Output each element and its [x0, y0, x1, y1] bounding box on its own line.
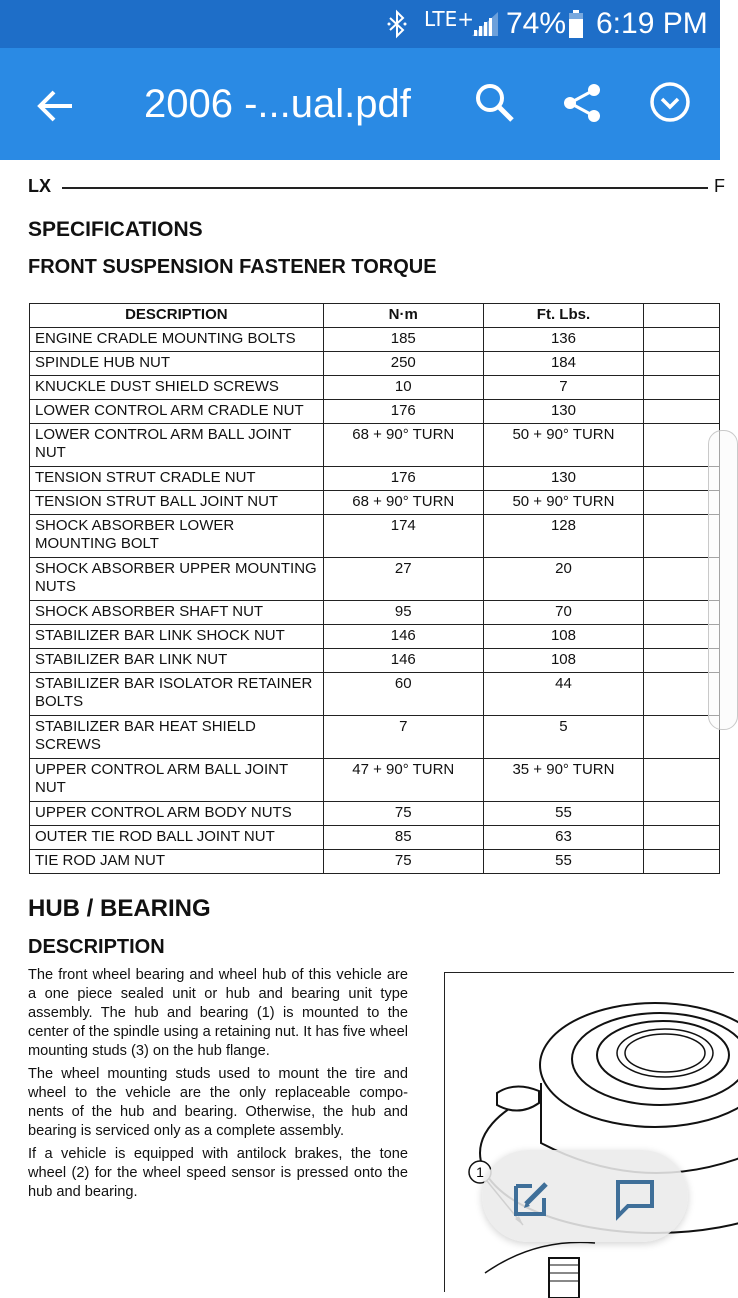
cell-ftlbs: 20	[483, 558, 643, 601]
cell-nm: 85	[323, 826, 483, 850]
cell-ftlbs: 35 + 90° TURN	[483, 759, 643, 802]
table-row	[30, 400, 720, 424]
section-heading-hub-bearing: HUB / BEARING	[28, 895, 211, 922]
table-row	[30, 491, 720, 515]
cell-nm: 174	[323, 515, 483, 558]
cell-nm: 47 + 90° TURN	[323, 759, 483, 802]
page-scroll-handle[interactable]	[708, 430, 738, 730]
cell-description: LOWER CONTROL ARM CRADLE NUT	[30, 400, 324, 424]
table-row	[30, 625, 720, 649]
cell-extra	[644, 802, 720, 826]
table-row	[30, 328, 720, 352]
callout-1: 1	[476, 1164, 484, 1180]
cell-nm: 250	[323, 352, 483, 376]
floating-action-pill	[482, 1150, 688, 1242]
cell-ftlbs: 184	[483, 352, 643, 376]
cell-ftlbs: 7	[483, 376, 643, 400]
cell-nm: 60	[323, 673, 483, 716]
cell-nm: 10	[323, 376, 483, 400]
battery-icon	[568, 10, 584, 38]
cell-ftlbs: 108	[483, 649, 643, 673]
table-row	[30, 515, 720, 558]
table-row	[30, 850, 720, 874]
column-header-extra	[644, 304, 720, 328]
table-row	[30, 352, 720, 376]
cell-description: OUTER TIE ROD BALL JOINT NUT	[30, 826, 324, 850]
cell-extra	[644, 328, 720, 352]
pdf-page[interactable]	[0, 160, 725, 1280]
cell-ftlbs: 70	[483, 601, 643, 625]
signal-icon	[470, 12, 498, 36]
subheading-description: DESCRIPTION	[28, 936, 165, 958]
app-bar	[0, 48, 720, 160]
page-header-right: F	[714, 176, 725, 196]
table-row	[30, 716, 720, 759]
cell-description: STABILIZER BAR HEAT SHIELD SCREWS	[30, 716, 324, 759]
cell-ftlbs: 136	[483, 328, 643, 352]
torque-table	[29, 303, 720, 874]
cell-extra	[644, 716, 720, 759]
cell-ftlbs: 50 + 90° TURN	[483, 424, 643, 467]
table-heading: FRONT SUSPENSION FASTENER TORQUE	[28, 256, 437, 278]
cell-nm: 68 + 90° TURN	[323, 491, 483, 515]
cell-description: KNUCKLE DUST SHIELD SCREWS	[30, 376, 324, 400]
table-row	[30, 601, 720, 625]
bluetooth-icon	[386, 10, 408, 38]
table-row	[30, 424, 720, 467]
page-header-label: LX	[28, 176, 52, 196]
cell-description: SHOCK ABSORBER UPPER MOUNTING NUTS	[30, 558, 324, 601]
header-rule	[62, 187, 708, 189]
table-row	[30, 759, 720, 802]
cell-ftlbs: 44	[483, 673, 643, 716]
cell-ftlbs: 108	[483, 625, 643, 649]
comment-icon[interactable]	[614, 1178, 656, 1218]
cell-nm: 95	[323, 601, 483, 625]
cell-nm: 75	[323, 850, 483, 874]
cell-nm: 176	[323, 400, 483, 424]
table-row	[30, 376, 720, 400]
cell-nm: 185	[323, 328, 483, 352]
column-header-nm: N·m	[323, 304, 483, 328]
cell-nm: 176	[323, 467, 483, 491]
cell-ftlbs: 128	[483, 515, 643, 558]
cell-description: UPPER CONTROL ARM BALL JOINT NUT	[30, 759, 324, 802]
table-row	[30, 802, 720, 826]
cell-ftlbs: 55	[483, 802, 643, 826]
paragraph: If a vehicle is equipped with antilock brakes, the tone wheel (2) for the wheel speed sensor is pressed onto the hub and bearing.	[28, 1146, 408, 1200]
cell-description: SHOCK ABSORBER LOWER MOUNTING BOLT	[30, 515, 324, 558]
cell-ftlbs: 50 + 90° TURN	[483, 491, 643, 515]
cell-description: STABILIZER BAR LINK SHOCK NUT	[30, 625, 324, 649]
hub-bearing-figure	[444, 972, 734, 1292]
cell-ftlbs: 63	[483, 826, 643, 850]
document-title: 2006 -...ual.pdf	[144, 82, 411, 126]
cell-description: ENGINE CRADLE MOUNTING BOLTS	[30, 328, 324, 352]
cell-extra	[644, 400, 720, 424]
cell-extra	[644, 376, 720, 400]
hub-bearing-illustration	[445, 973, 735, 1293]
cell-extra	[644, 352, 720, 376]
network-type: LTE+	[424, 7, 474, 31]
section-heading-specifications: SPECIFICATIONS	[28, 218, 203, 241]
cell-description: TIE ROD JAM NUT	[30, 850, 324, 874]
cell-ftlbs: 55	[483, 850, 643, 874]
cell-ftlbs: 5	[483, 716, 643, 759]
cell-description: STABILIZER BAR LINK NUT	[30, 649, 324, 673]
column-header-description: DESCRIPTION	[30, 304, 324, 328]
cell-ftlbs: 130	[483, 467, 643, 491]
cell-extra	[644, 850, 720, 874]
cell-nm: 146	[323, 649, 483, 673]
back-arrow-icon[interactable]	[34, 84, 78, 128]
cell-nm: 27	[323, 558, 483, 601]
clock: 6:19 PM	[596, 7, 708, 40]
cell-nm: 7	[323, 716, 483, 759]
table-row	[30, 558, 720, 601]
cell-description: UPPER CONTROL ARM BODY NUTS	[30, 802, 324, 826]
table-row	[30, 467, 720, 491]
check-circle-icon[interactable]	[648, 80, 692, 124]
edit-icon[interactable]	[512, 1178, 552, 1218]
status-bar	[0, 0, 720, 48]
search-icon[interactable]	[474, 82, 516, 124]
cell-nm: 146	[323, 625, 483, 649]
cell-extra	[644, 826, 720, 850]
paragraph: The wheel mounting studs used to mount the tire and wheel to the vehicle are the only replaceable compo- nents of the hub and bearing. Otherwise, the hub and bearing is serviced only as a complete assembly.	[28, 1066, 408, 1139]
cell-description: TENSION STRUT CRADLE NUT	[30, 467, 324, 491]
cell-description: SPINDLE HUB NUT	[30, 352, 324, 376]
cell-ftlbs: 130	[483, 400, 643, 424]
table-row	[30, 673, 720, 716]
share-icon[interactable]	[562, 82, 604, 124]
cell-extra	[644, 759, 720, 802]
cell-description: STABILIZER BAR ISOLATOR RETAINER BOLTS	[30, 673, 324, 716]
cell-description: SHOCK ABSORBER SHAFT NUT	[30, 601, 324, 625]
table-row	[30, 649, 720, 673]
battery-percent: 74%	[506, 7, 567, 40]
cell-description: LOWER CONTROL ARM BALL JOINT NUT	[30, 424, 324, 467]
cell-nm: 68 + 90° TURN	[323, 424, 483, 467]
column-header-ftlbs: Ft. Lbs.	[483, 304, 643, 328]
table-row	[30, 826, 720, 850]
cell-nm: 75	[323, 802, 483, 826]
cell-description: TENSION STRUT BALL JOINT NUT	[30, 491, 324, 515]
paragraph: The front wheel bearing and wheel hub of this vehicle are a one piece sealed unit or hub and bearing unit type assembly. The hub and bearing (1) is mounted to the center of the spindle using a retaining nut. It has five wheel mounting studs (3) on the hub flange.	[28, 967, 408, 1059]
